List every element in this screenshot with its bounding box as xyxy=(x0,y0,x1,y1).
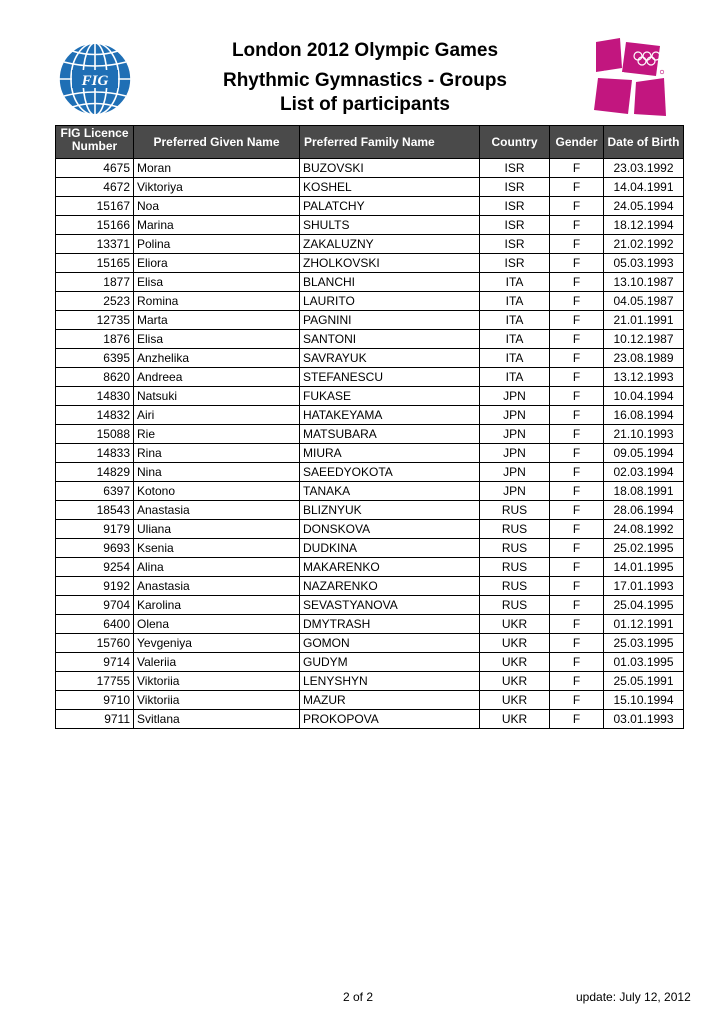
cell-country: ITA xyxy=(480,330,550,349)
cell-licence: 1877 xyxy=(56,273,134,292)
cell-date-of-birth: 05.03.1993 xyxy=(604,254,684,273)
cell-given-name: Rina xyxy=(134,444,300,463)
cell-gender: F xyxy=(550,216,604,235)
cell-country: RUS xyxy=(480,501,550,520)
cell-gender: F xyxy=(550,501,604,520)
page-title: London 2012 Olympic Games xyxy=(231,40,499,61)
cell-licence: 9714 xyxy=(56,653,134,672)
cell-country: JPN xyxy=(480,444,550,463)
cell-licence: 15760 xyxy=(56,634,134,653)
cell-licence: 9254 xyxy=(56,558,134,577)
cell-licence: 6397 xyxy=(56,482,134,501)
cell-country: ISR xyxy=(480,197,550,216)
cell-country: ITA xyxy=(480,349,550,368)
cell-country: ITA xyxy=(480,273,550,292)
cell-gender: F xyxy=(550,463,604,482)
cell-licence: 14833 xyxy=(56,444,134,463)
london-2012-logo xyxy=(592,38,668,118)
cell-gender: F xyxy=(550,615,604,634)
cell-given-name: Elisa xyxy=(134,330,300,349)
table-row xyxy=(56,292,684,311)
cell-country: JPN xyxy=(480,387,550,406)
cell-licence: 9710 xyxy=(56,691,134,710)
cell-date-of-birth: 17.01.1993 xyxy=(604,577,684,596)
cell-licence: 9693 xyxy=(56,539,134,558)
cell-date-of-birth: 25.03.1995 xyxy=(604,634,684,653)
cell-gender: F xyxy=(550,368,604,387)
cell-date-of-birth: 24.05.1994 xyxy=(604,197,684,216)
cell-date-of-birth: 09.05.1994 xyxy=(604,444,684,463)
cell-family-name: KOSHEL xyxy=(300,178,480,197)
cell-family-name: NAZARENKO xyxy=(300,577,480,596)
cell-country: RUS xyxy=(480,520,550,539)
cell-gender: F xyxy=(550,558,604,577)
cell-family-name: MIURA xyxy=(300,444,480,463)
cell-family-name: PALATCHY xyxy=(300,197,480,216)
column-header-gender: Gender xyxy=(550,126,604,159)
table-row xyxy=(56,159,684,178)
cell-given-name: Elisa xyxy=(134,273,300,292)
cell-licence: 1876 xyxy=(56,330,134,349)
table-header-row xyxy=(56,126,684,159)
cell-date-of-birth: 21.01.1991 xyxy=(604,311,684,330)
cell-gender: F xyxy=(550,672,604,691)
cell-country: UKR xyxy=(480,634,550,653)
participants-table xyxy=(55,125,684,729)
table-row xyxy=(56,387,684,406)
column-header-family-name: Preferred Family Name xyxy=(300,126,480,159)
cell-given-name: Airi xyxy=(134,406,300,425)
cell-date-of-birth: 04.05.1987 xyxy=(604,292,684,311)
cell-date-of-birth: 25.05.1991 xyxy=(604,672,684,691)
fig-globe-icon xyxy=(56,40,134,118)
cell-country: ISR xyxy=(480,235,550,254)
cell-family-name: PROKOPOVA xyxy=(300,710,480,729)
cell-gender: F xyxy=(550,235,604,254)
cell-date-of-birth: 03.01.1993 xyxy=(604,710,684,729)
column-header-given-name: Preferred Given Name xyxy=(134,126,300,159)
cell-given-name: Viktoriya xyxy=(134,178,300,197)
cell-date-of-birth: 01.03.1995 xyxy=(604,653,684,672)
table-row xyxy=(56,501,684,520)
table-row xyxy=(56,520,684,539)
cell-licence: 9192 xyxy=(56,577,134,596)
cell-licence: 15167 xyxy=(56,197,134,216)
column-header-country: Country xyxy=(480,126,550,159)
cell-country: ISR xyxy=(480,159,550,178)
cell-given-name: Eliora xyxy=(134,254,300,273)
london-2012-emblem-icon xyxy=(592,38,668,118)
cell-gender: F xyxy=(550,653,604,672)
cell-gender: F xyxy=(550,710,604,729)
table-row xyxy=(56,197,684,216)
fig-logo xyxy=(56,40,134,118)
column-header-licence-line1: FIG Licence xyxy=(60,126,129,140)
cell-gender: F xyxy=(550,577,604,596)
table-row xyxy=(56,539,684,558)
cell-family-name: MATSUBARA xyxy=(300,425,480,444)
cell-family-name: SEVASTYANOVA xyxy=(300,596,480,615)
cell-date-of-birth: 18.12.1994 xyxy=(604,216,684,235)
cell-given-name: Polina xyxy=(134,235,300,254)
cell-given-name: Andreea xyxy=(134,368,300,387)
cell-licence: 2523 xyxy=(56,292,134,311)
table-row xyxy=(56,235,684,254)
column-header-date-of-birth: Date of Birth xyxy=(604,126,684,159)
cell-date-of-birth: 21.02.1992 xyxy=(604,235,684,254)
cell-country: UKR xyxy=(480,672,550,691)
cell-country: UKR xyxy=(480,653,550,672)
cell-given-name: Natsuki xyxy=(134,387,300,406)
table-row xyxy=(56,672,684,691)
cell-country: RUS xyxy=(480,596,550,615)
cell-date-of-birth: 14.01.1995 xyxy=(604,558,684,577)
table-row xyxy=(56,254,684,273)
cell-given-name: Anastasia xyxy=(134,577,300,596)
cell-family-name: BLANCHI xyxy=(300,273,480,292)
cell-licence: 9711 xyxy=(56,710,134,729)
cell-country: UKR xyxy=(480,710,550,729)
cell-given-name: Anastasia xyxy=(134,501,300,520)
cell-gender: F xyxy=(550,254,604,273)
table-row xyxy=(56,463,684,482)
table-row xyxy=(56,444,684,463)
cell-family-name: ZHOLKOVSKI xyxy=(300,254,480,273)
cell-date-of-birth: 10.12.1987 xyxy=(604,330,684,349)
cell-country: ITA xyxy=(480,292,550,311)
table-row xyxy=(56,596,684,615)
cell-given-name: Olena xyxy=(134,615,300,634)
cell-family-name: GOMON xyxy=(300,634,480,653)
cell-date-of-birth: 13.10.1987 xyxy=(604,273,684,292)
table-row xyxy=(56,216,684,235)
cell-family-name: SAEEDYOKOTA xyxy=(300,463,480,482)
cell-licence: 13371 xyxy=(56,235,134,254)
cell-licence: 4672 xyxy=(56,178,134,197)
table-body xyxy=(56,159,684,729)
cell-date-of-birth: 21.10.1993 xyxy=(604,425,684,444)
page-number: 2 of 2 xyxy=(343,990,374,1004)
cell-country: ISR xyxy=(480,216,550,235)
cell-country: JPN xyxy=(480,463,550,482)
cell-country: UKR xyxy=(480,691,550,710)
cell-date-of-birth: 24.08.1992 xyxy=(604,520,684,539)
cell-date-of-birth: 23.03.1992 xyxy=(604,159,684,178)
table-row xyxy=(56,653,684,672)
table-row xyxy=(56,482,684,501)
cell-country: JPN xyxy=(480,425,550,444)
cell-given-name: Marina xyxy=(134,216,300,235)
table-row xyxy=(56,710,684,729)
cell-family-name: SAVRAYUK xyxy=(300,349,480,368)
cell-given-name: Alina xyxy=(134,558,300,577)
cell-licence: 14830 xyxy=(56,387,134,406)
cell-country: RUS xyxy=(480,539,550,558)
cell-family-name: DMYTRASH xyxy=(300,615,480,634)
cell-given-name: Noa xyxy=(134,197,300,216)
cell-gender: F xyxy=(550,691,604,710)
cell-given-name: Kotono xyxy=(134,482,300,501)
column-header-licence xyxy=(56,126,134,159)
cell-given-name: Ksenia xyxy=(134,539,300,558)
cell-gender: F xyxy=(550,159,604,178)
cell-licence: 9179 xyxy=(56,520,134,539)
cell-gender: F xyxy=(550,596,604,615)
table-row xyxy=(56,178,684,197)
table-row xyxy=(56,634,684,653)
cell-gender: F xyxy=(550,520,604,539)
cell-licence: 15088 xyxy=(56,425,134,444)
cell-date-of-birth: 02.03.1994 xyxy=(604,463,684,482)
cell-licence: 8620 xyxy=(56,368,134,387)
cell-family-name: MAKARENKO xyxy=(300,558,480,577)
cell-date-of-birth: 23.08.1989 xyxy=(604,349,684,368)
cell-gender: F xyxy=(550,406,604,425)
cell-family-name: HATAKEYAMA xyxy=(300,406,480,425)
cell-gender: F xyxy=(550,330,604,349)
cell-licence: 4675 xyxy=(56,159,134,178)
cell-licence: 17755 xyxy=(56,672,134,691)
cell-date-of-birth: 18.08.1991 xyxy=(604,482,684,501)
cell-gender: F xyxy=(550,425,604,444)
cell-licence: 6400 xyxy=(56,615,134,634)
svg-text:london: london xyxy=(603,71,625,78)
table-row xyxy=(56,558,684,577)
cell-gender: F xyxy=(550,387,604,406)
table-row xyxy=(56,691,684,710)
cell-date-of-birth: 10.04.1994 xyxy=(604,387,684,406)
table-row xyxy=(56,406,684,425)
page-subtitle: Rhythmic Gymnastics - Groups xyxy=(222,70,507,91)
svg-text:FIG: FIG xyxy=(81,73,109,89)
cell-gender: F xyxy=(550,482,604,501)
cell-given-name: Marta xyxy=(134,311,300,330)
cell-licence: 14829 xyxy=(56,463,134,482)
cell-gender: F xyxy=(550,349,604,368)
cell-gender: F xyxy=(550,273,604,292)
cell-family-name: LENYSHYN xyxy=(300,672,480,691)
cell-family-name: DUDKINA xyxy=(300,539,480,558)
cell-licence: 12735 xyxy=(56,311,134,330)
cell-country: JPN xyxy=(480,406,550,425)
cell-given-name: Uliana xyxy=(134,520,300,539)
cell-family-name: BUZOVSKI xyxy=(300,159,480,178)
cell-country: ISR xyxy=(480,254,550,273)
table-row xyxy=(56,425,684,444)
cell-given-name: Viktoriia xyxy=(134,691,300,710)
cell-gender: F xyxy=(550,292,604,311)
column-header-licence-line2: Number xyxy=(71,139,118,153)
cell-gender: F xyxy=(550,634,604,653)
cell-family-name: SHULTS xyxy=(300,216,480,235)
cell-date-of-birth: 01.12.1991 xyxy=(604,615,684,634)
cell-date-of-birth: 14.04.1991 xyxy=(604,178,684,197)
table-row xyxy=(56,311,684,330)
update-date: update: July 12, 2012 xyxy=(576,990,691,1004)
page-list-title: List of participants xyxy=(280,94,450,115)
cell-family-name: BLIZNYUK xyxy=(300,501,480,520)
cell-family-name: ZAKALUZNY xyxy=(300,235,480,254)
cell-date-of-birth: 16.08.1994 xyxy=(604,406,684,425)
table-row xyxy=(56,368,684,387)
cell-given-name: Viktoriia xyxy=(134,672,300,691)
cell-country: JPN xyxy=(480,482,550,501)
cell-country: RUS xyxy=(480,558,550,577)
cell-date-of-birth: 15.10.1994 xyxy=(604,691,684,710)
cell-family-name: LAURITO xyxy=(300,292,480,311)
cell-licence: 14832 xyxy=(56,406,134,425)
cell-family-name: TANAKA xyxy=(300,482,480,501)
cell-date-of-birth: 25.02.1995 xyxy=(604,539,684,558)
cell-gender: F xyxy=(550,311,604,330)
table-row xyxy=(56,615,684,634)
cell-gender: F xyxy=(550,178,604,197)
cell-family-name: STEFANESCU xyxy=(300,368,480,387)
table-row xyxy=(56,330,684,349)
cell-licence: 18543 xyxy=(56,501,134,520)
cell-family-name: DONSKOVA xyxy=(300,520,480,539)
table-row xyxy=(56,577,684,596)
cell-family-name: SANTONI xyxy=(300,330,480,349)
cell-country: RUS xyxy=(480,577,550,596)
cell-licence: 15166 xyxy=(56,216,134,235)
cell-family-name: GUDYM xyxy=(300,653,480,672)
cell-given-name: Karolina xyxy=(134,596,300,615)
cell-gender: F xyxy=(550,197,604,216)
cell-given-name: Moran xyxy=(134,159,300,178)
cell-country: ISR xyxy=(480,178,550,197)
cell-country: ITA xyxy=(480,368,550,387)
table-row xyxy=(56,273,684,292)
cell-given-name: Anzhelika xyxy=(134,349,300,368)
cell-date-of-birth: 28.06.1994 xyxy=(604,501,684,520)
cell-family-name: FUKASE xyxy=(300,387,480,406)
cell-country: ITA xyxy=(480,311,550,330)
cell-given-name: Valeriia xyxy=(134,653,300,672)
cell-gender: F xyxy=(550,539,604,558)
cell-given-name: Nina xyxy=(134,463,300,482)
cell-licence: 9704 xyxy=(56,596,134,615)
cell-licence: 6395 xyxy=(56,349,134,368)
cell-date-of-birth: 13.12.1993 xyxy=(604,368,684,387)
table-row xyxy=(56,349,684,368)
cell-gender: F xyxy=(550,444,604,463)
cell-family-name: MAZUR xyxy=(300,691,480,710)
cell-given-name: Svitlana xyxy=(134,710,300,729)
cell-given-name: Rie xyxy=(134,425,300,444)
cell-given-name: Yevgeniya xyxy=(134,634,300,653)
cell-family-name: PAGNINI xyxy=(300,311,480,330)
cell-country: UKR xyxy=(480,615,550,634)
cell-given-name: Romina xyxy=(134,292,300,311)
cell-licence: 15165 xyxy=(56,254,134,273)
cell-date-of-birth: 25.04.1995 xyxy=(604,596,684,615)
